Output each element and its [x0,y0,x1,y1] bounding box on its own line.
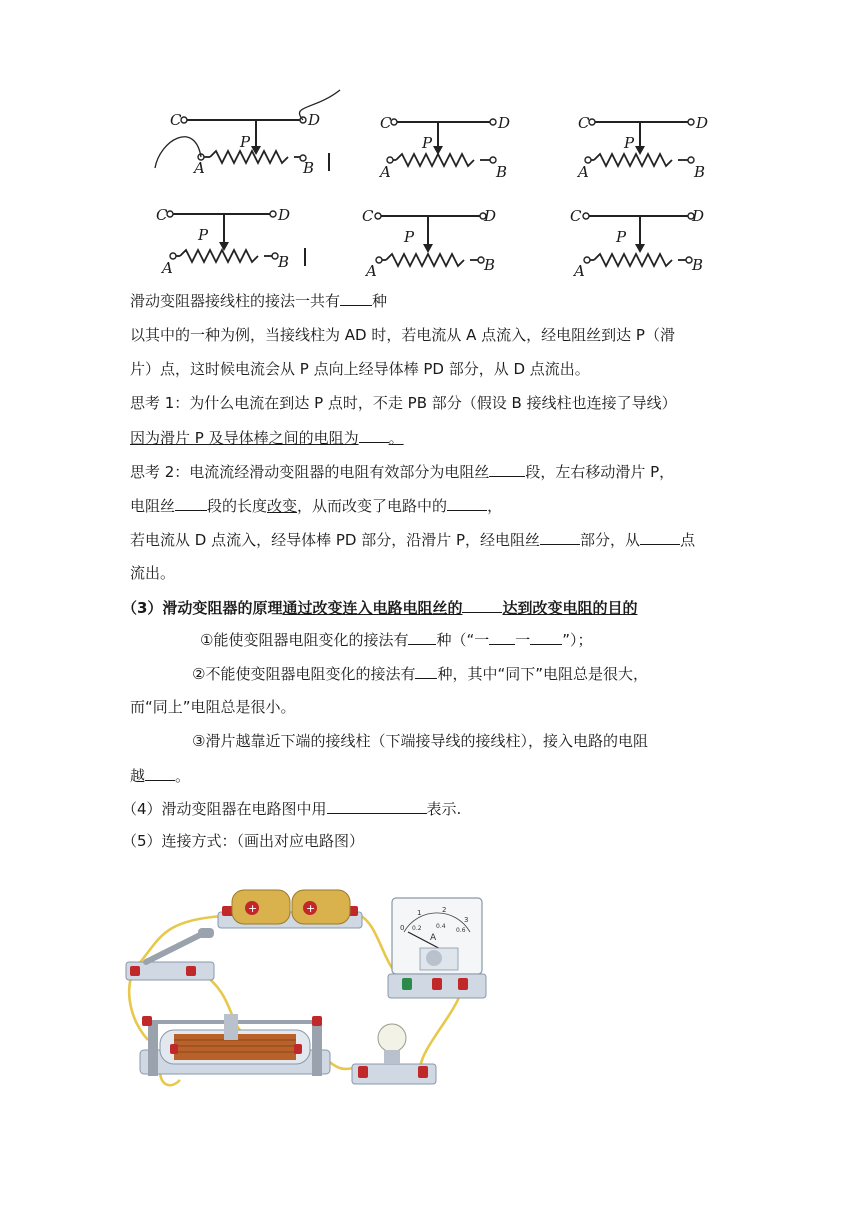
text: ，从而改变了电路中的 [297,497,448,515]
label-p: P [422,134,433,152]
text: 表示. [426,800,462,818]
text: 段，左右移动滑片 P， [525,463,675,481]
ammeter [388,898,486,998]
answer-blank [540,528,580,545]
text: 段的长度 [207,497,268,515]
text-line-11 [200,628,593,651]
label-c: C [578,114,590,132]
label-d: D [498,114,511,132]
text: ②不能使变阻器电阻变化的接法有 [192,665,416,683]
text-line-9: 流出。 [130,564,176,582]
text: 电阻丝 [130,497,176,515]
label-a: A [574,262,585,280]
text: ”）； [562,631,593,649]
text: ， [487,497,503,515]
answer-blank [462,596,502,613]
answer-blank [530,628,562,645]
text: 越 [130,767,146,785]
text: 点 [680,531,696,549]
label-b: B [303,159,315,177]
label-p: P [404,228,415,246]
answer-blank [175,494,207,511]
label-p: P [240,133,251,151]
label-a: A [162,259,173,277]
text-line-4: 思考 1：为什么电流在到达 P 点时，不走 PB 部分（假设 B 接线柱也连接了导线） [130,394,677,412]
text-line-10 [122,596,637,619]
text: （4）滑动变阻器在电路图中用 [122,800,327,818]
text: 一 [515,631,531,649]
scale-tick: 1 [417,909,422,917]
text: 部分，从 [580,531,641,549]
text-line-16 [122,797,461,820]
text: 思考 2：电流流经滑动变阻器的电阻有效部分为电阻丝 [130,463,490,481]
scale-tick-small: 0.2 [412,925,422,932]
text-line-2: 以其中的一种为例，当接线柱为 AD 时，若电流从 A 点流入，经电阻丝到达 P（滑 [130,326,675,344]
scale-tick: 2 [442,906,447,914]
text: ①能使变阻器电阻变化的接法有 [200,631,409,649]
text-line-17: （5）连接方式：（画出对应电路图） [122,832,365,850]
label-a: A [380,163,391,181]
label-b: B [484,256,496,274]
rheostat-diagram-5 [350,196,550,280]
text-line-12 [192,662,648,685]
text: 滑动变阻器接线柱的接法一共有 [130,292,341,310]
text: 种（“一 [436,631,490,649]
label-p: P [624,134,635,152]
text: 因为滑片 P 及导体棒之间的电阻为 [130,429,359,447]
answer-blank [640,528,680,545]
separator-bar [304,248,306,266]
label-d: D [484,207,497,225]
label-d: D [308,111,321,129]
rheostat-diagrams [130,100,750,280]
answer-blank [415,662,437,679]
label-d: D [696,114,709,132]
answer-blank [359,426,389,443]
cell-plus-label: + [306,902,316,915]
answer-blank [327,797,427,814]
label-c: C [380,114,392,132]
label-a: A [366,262,377,280]
text: （3）滑动变阻器的原理 [122,599,283,617]
text-line-1 [130,289,387,312]
label-d: D [692,207,705,225]
text: 。 [388,429,404,447]
battery-pack [218,890,362,928]
text: 改变 [267,497,298,515]
label-c: C [170,111,182,129]
text-line-15 [130,764,190,787]
text: 种，其中“同下”电阻总是很大， [437,665,648,683]
label-b: B [692,256,704,274]
label-p: P [616,228,627,246]
text-line-13: 而“同上”电阻总是很小。 [130,698,296,716]
circuit-illustration [120,870,520,1100]
scale-tick-small: 0.4 [436,923,446,930]
label-b: B [278,253,290,271]
text-line-14: ③滑片越靠近下端的接线柱（下端接导线的接线柱），接入电路的电阻 [192,732,648,750]
label-c: C [156,206,168,224]
answer-blank [340,289,372,306]
answer-blank [145,764,175,781]
text-line-7 [130,494,502,517]
text: 若电流从 D 点流入，经导体棒 PD 部分，沿滑片 P，经电阻丝 [130,531,541,549]
label-a: A [194,159,205,177]
label-b: B [694,163,706,181]
answer-blank [489,460,525,477]
knife-switch [126,928,214,980]
cell-plus-label: + [248,902,258,915]
separator-bar [328,153,330,171]
rheostat-diagram-3 [548,100,748,180]
answer-blank [408,628,436,645]
scale-tick: 0 [400,924,405,932]
label-a: A [578,163,589,181]
answer-blank [447,494,487,511]
scale-tick: 3 [464,916,469,924]
scale-tick-small: 0.6 [456,927,466,934]
answer-blank [489,628,515,645]
text-line-8 [130,528,695,551]
rheostat-diagram-1 [140,100,340,180]
rheostat-diagram-2 [350,100,550,180]
rheostat-diagram-6 [558,196,758,280]
text: 达到改变电阻的目的 [502,599,638,617]
label-c: C [570,207,582,225]
label-p: P [198,226,209,244]
label-d: D [278,206,291,224]
text-line-3: 片）点，这时候电流会从 P 点向上经导体棒 PD 部分，从 D 点流出。 [130,360,590,378]
label-b: B [496,163,508,181]
sliding-rheostat [140,1014,330,1076]
text-line-6 [130,460,674,483]
text-line-5 [130,426,404,449]
text: 。 [175,767,191,785]
ammeter-unit: A [430,933,437,943]
text: 通过改变连入电路电阻丝的 [282,599,463,617]
rheostat-diagram-4 [140,196,340,276]
text: 种 [372,292,388,310]
label-c: C [362,207,374,225]
